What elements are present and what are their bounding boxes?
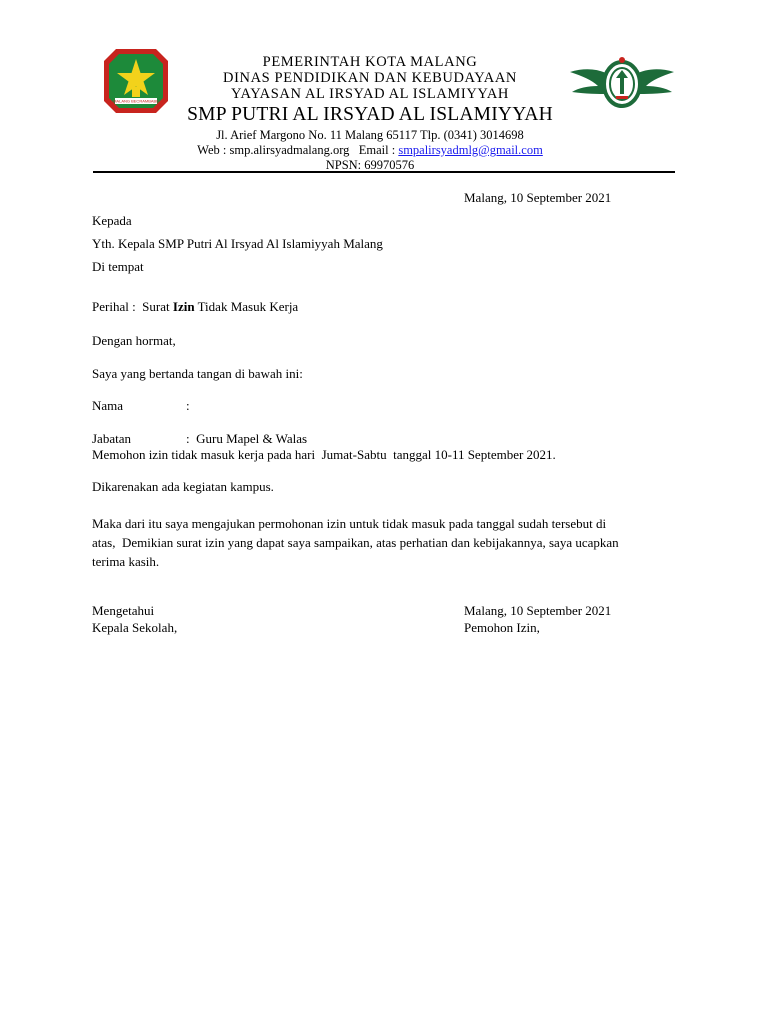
reason-text: Dikarenakan ada kegiatan kampus. [92,479,274,494]
subject-rest: Tidak Masuk Kerja [194,299,299,314]
closing-line-1: Maka dari itu saya mengajukan permohonan izin untuk tidak masuk pada tanggal sudah tersebut di [92,516,607,531]
closing-paragraph [92,514,682,571]
recipient-name: Yth. Kepala SMP Putri Al Irsyad Al Islamiyyah Malang [92,236,383,251]
signature-right-date: Malang, 10 September 2021 [464,603,612,618]
email-link[interactable]: smpalirsyadmlg@gmail.com [398,143,543,157]
letterhead-government: PEMERINTAH KOTA MALANG [262,54,478,70]
letterhead-foundation: YAYASAN AL IRSYAD AL ISLAMIYYAH [230,86,510,102]
subject-bold: Izin [172,299,195,314]
signature-left-line2: Kepala Sekolah, [92,620,178,635]
signature-left-line1: Mengetahui [92,603,155,618]
closing-line-2: atas, Demikian surat izin yang dapat saya sampaikan, atas perhatian dan kebijakannya, saya ucapkan [92,535,619,550]
letterhead-divider [93,171,675,173]
recipient-location: Di tempat [92,259,144,274]
subject-line [92,299,298,315]
greeting: Dengan hormat, [92,333,176,348]
letterhead-npsn: NPSN: 69970576 [325,158,415,172]
letterhead-department: DINAS PENDIDIKAN DAN KEBUDAYAAN [223,70,517,86]
jabatan-value: : Guru Mapel & Walas [186,431,308,446]
request-text: Memohon izin tidak masuk kerja pada hari Jumat-Sabtu tanggal 10-11 September 2021. [92,447,556,462]
letter-date: Malang, 10 September 2021 [464,190,612,205]
malang-city-logo [102,47,170,115]
letterhead-address: Jl. Arief Margono No. 11 Malang 65117 Tlp. (0341) 3014698 [216,128,524,142]
jabatan-label: Jabatan [92,431,131,446]
intro-text: Saya yang bertanda tangan di bawah ini: [92,366,303,381]
letterhead-school-name: SMP PUTRI AL IRSYAD AL ISLAMIYYAH [187,104,553,125]
letterhead-web-email [170,143,570,158]
nama-colon: : [186,398,190,413]
letterhead-web: Web : smp.alirsyadmalang.org Email : [197,143,399,157]
nama-label: Nama [92,398,124,413]
closing-line-3: terima kasih. [92,554,160,569]
subject-label: Perihal : Surat [92,299,173,314]
letterhead [170,54,570,173]
svg-text:MALANG BECRAMBABE: MALANG BECRAMBABE [113,98,159,104]
signature-right-title: Pemohon Izin, [464,620,540,635]
recipient-kepada: Kepada [92,213,132,228]
al-irsyad-logo [568,48,676,120]
